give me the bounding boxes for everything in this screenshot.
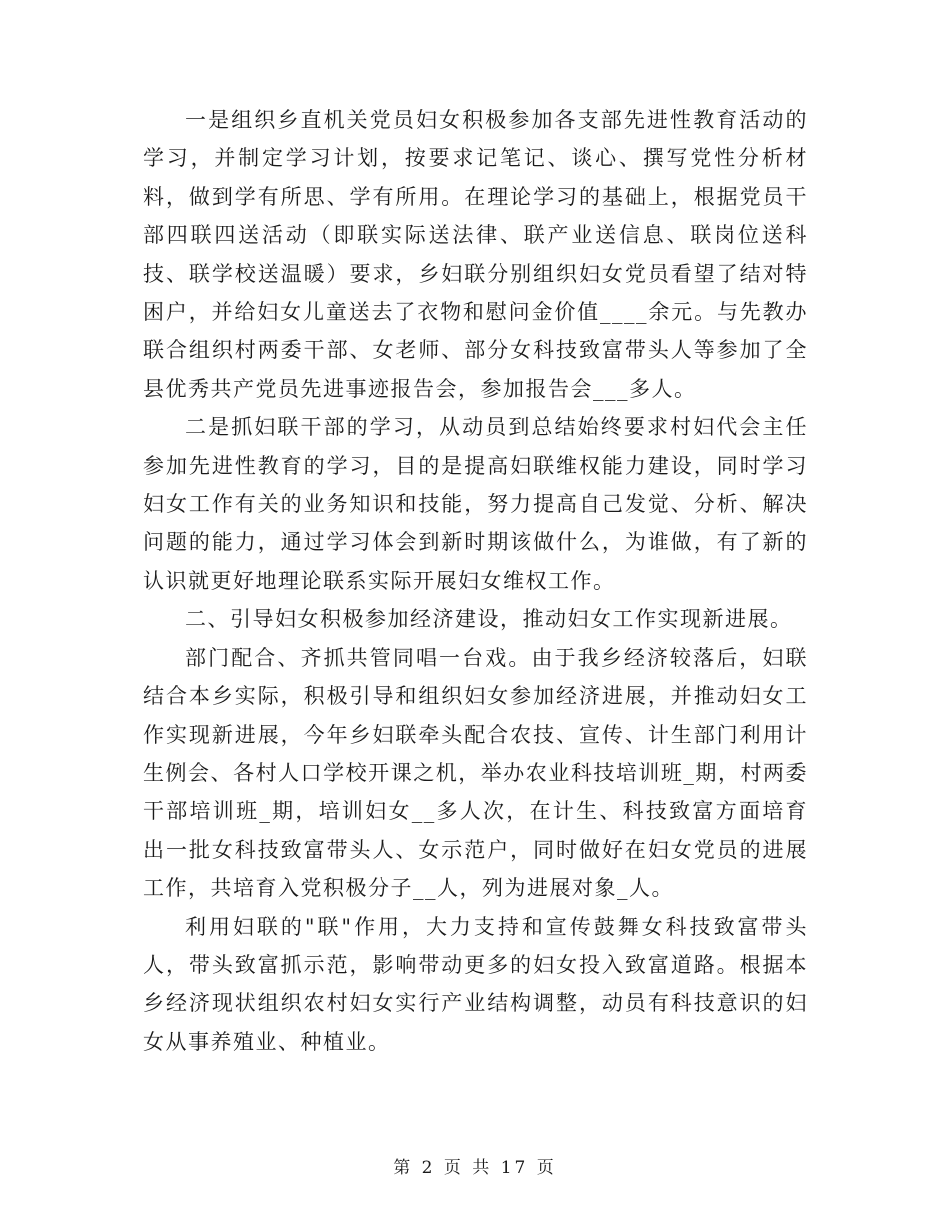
paragraph-cadre-study: 二是抓妇联干部的学习，从动员到总结始终要求村妇代会主任参加先进性教育的学习，目的是提高妇联维权能力建设，同时学习妇女工作有关的业务知识和技能，努力提高自己发觉、分析、解决问题的能力，通过学习体会到新时期该做什么，为谁做，有了新的认识就更好地理论联系实际开展妇女维权工作。 — [143, 415, 808, 593]
paragraph-department-cooperation: 部门配合、齐抓共管同唱一台戏。由于我乡经济较落后，妇联结合本乡实际，积极引导和组织妇女参加经济进展，并推动妇女工作实现新进展，今年乡妇联牵头配合农技、宣传、计生部门利用计生例会、各村人口学校开课之机，举办农业科技培训班_期，村两委干部培训班_期，培训妇女__多人次，在计生、科技致富方面培育出一批女科技致富带头人、女示范户，同时做好在妇女党员的进展工作，共培育入党积极分子__人，列为进展对象_人。 — [143, 645, 808, 901]
page-number-footer: 第 2 页 共 17 页 — [393, 1158, 557, 1178]
paragraph-federation-role: 利用妇联的"联"作用，大力支持和宣传鼓舞女科技致富带头人，带头致富抓示范，影响带动更多的妇女投入致富道路。根据本乡经济现状组织农村妇女实行产业结构调整，动员有科技意识的妇女从事养殖业、种植业。 — [143, 914, 808, 1054]
paragraph-party-member-study: 一是组织乡直机关党员妇女积极参加各支部先进性教育活动的学习，并制定学习计划，按要求记笔记、谈心、撰写党性分析材料，做到学有所思、学有所用。在理论学习的基础上，根据党员干部四联四送活动（即联实际送法律、联产业送信息、联岗位送科技、联学校送温暖）要求，乡妇联分别组织妇女党员看望了结对特困户，并给妇女儿童送去了衣物和慰问金价值____余元。与先教办联合组织村两委干部、女老师、部分女科技致富带头人等参加了全县优秀共产党员先进事迹报告会，参加报告会___多人。 — [143, 108, 808, 401]
section-heading-economic-construction: 二、引导妇女积极参加经济建设，推动妇女工作实现新进展。 — [185, 607, 793, 632]
document-body — [143, 101, 808, 1061]
